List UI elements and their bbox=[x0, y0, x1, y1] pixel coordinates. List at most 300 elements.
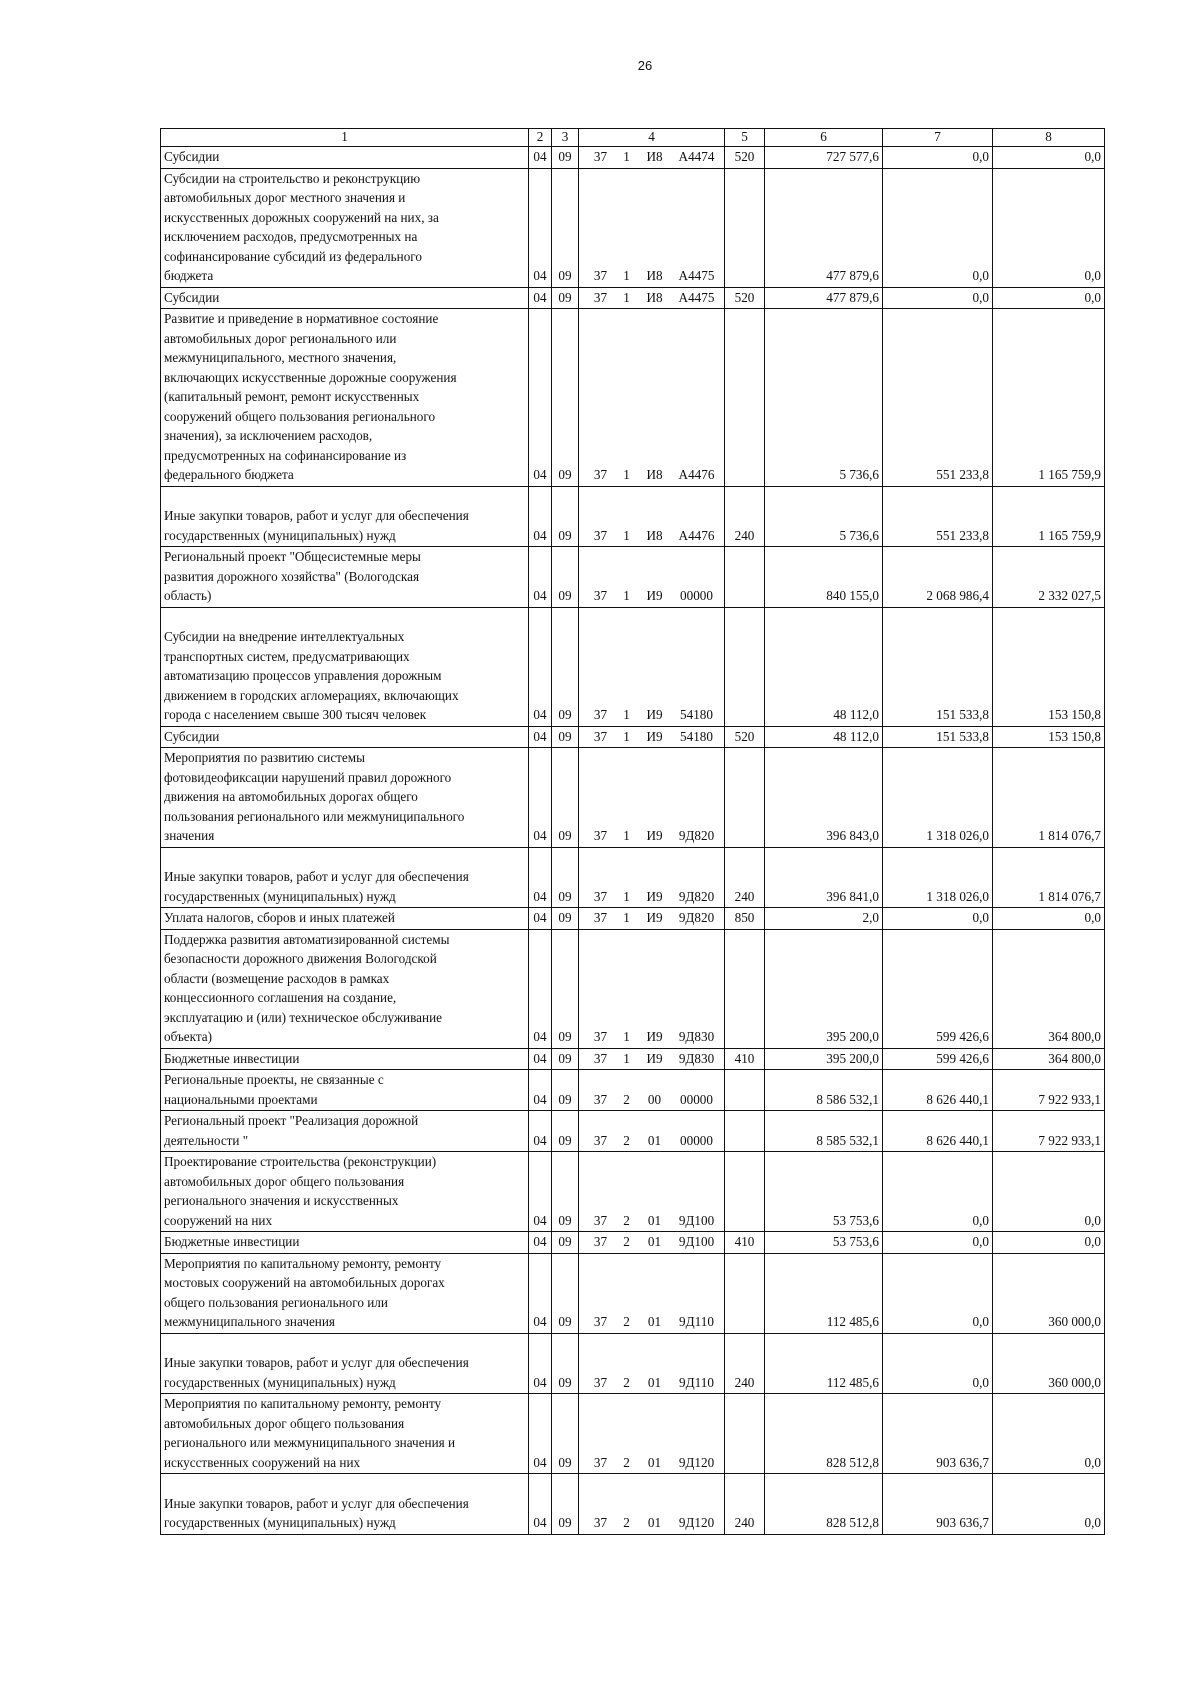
expense-type-code bbox=[725, 168, 765, 287]
subsection-code: 09 bbox=[552, 607, 579, 726]
amount-col-8: 0,0 bbox=[993, 287, 1105, 309]
program-code: 37 bbox=[593, 707, 608, 722]
amount-col-8: 0,0 bbox=[993, 1474, 1105, 1535]
row-name: Проектирование строительства (реконструкции) автомобильных дорог общего пользования регионального значения и искусственных сооружений на них bbox=[164, 1154, 437, 1228]
page-number: 26 bbox=[637, 58, 653, 73]
section-code: 04 bbox=[529, 908, 552, 930]
project-code: И9 bbox=[646, 728, 663, 744]
expense-type-code bbox=[725, 607, 765, 726]
row-name-cell bbox=[161, 908, 529, 930]
row-name: Бюджетные инвестиции bbox=[164, 1050, 300, 1066]
target-article-cell bbox=[579, 1474, 725, 1535]
section-code: 04 bbox=[529, 1111, 552, 1152]
subsection-code: 09 bbox=[552, 1333, 579, 1394]
target-article-cell bbox=[579, 726, 725, 748]
expense-type-code: 850 bbox=[725, 908, 765, 930]
direction-code: 9Д110 bbox=[679, 1374, 714, 1390]
subsection-code: 09 bbox=[552, 547, 579, 608]
amount-col-8: 360 000,0 bbox=[993, 1333, 1105, 1394]
target-article-cell bbox=[579, 1152, 725, 1232]
subprogram-code: 2 bbox=[623, 1091, 630, 1107]
row-name-cell bbox=[161, 1333, 529, 1394]
expense-type-code: 520 bbox=[725, 147, 765, 169]
expense-type-code: 240 bbox=[725, 1333, 765, 1394]
section-code: 04 bbox=[529, 1394, 552, 1474]
subsection-code: 09 bbox=[552, 748, 579, 848]
row-name: Иные закупки товаров, работ и услуг для обеспечения государственных (муниципальных) нужд bbox=[164, 1355, 469, 1390]
amount-col-8: 0,0 bbox=[993, 1152, 1105, 1232]
project-code: И8 bbox=[646, 527, 663, 543]
subprogram-code: 1 bbox=[623, 268, 630, 283]
subsection-code: 09 bbox=[552, 486, 579, 547]
target-article-cell bbox=[579, 1232, 725, 1254]
expense-type-code bbox=[725, 1394, 765, 1474]
amount-col-7: 0,0 bbox=[883, 1253, 993, 1333]
amount-col-8: 7 922 933,1 bbox=[993, 1111, 1105, 1152]
section-code: 04 bbox=[529, 1048, 552, 1070]
amount-col-7: 2 068 986,4 bbox=[883, 547, 993, 608]
row-name: Региональные проекты, не связанные с национальными проектами bbox=[164, 1072, 384, 1107]
amount-col-7: 0,0 bbox=[883, 287, 993, 309]
subsection-code: 09 bbox=[552, 1474, 579, 1535]
direction-code: А4475 bbox=[678, 268, 715, 283]
table-row bbox=[161, 607, 1105, 726]
table-row bbox=[161, 1152, 1105, 1232]
amount-col-6: 112 485,6 bbox=[765, 1333, 883, 1394]
header-cell: 5 bbox=[725, 129, 765, 147]
amount-col-8: 153 150,8 bbox=[993, 607, 1105, 726]
header-cell: 7 bbox=[883, 129, 993, 147]
project-code: И8 bbox=[646, 268, 663, 283]
target-article-cell bbox=[579, 1070, 725, 1111]
target-article-cell bbox=[579, 1333, 725, 1394]
target-article-cell bbox=[579, 847, 725, 908]
direction-code: 9Д820 bbox=[678, 888, 715, 904]
subprogram-code: 2 bbox=[623, 1515, 630, 1530]
target-article-cell bbox=[579, 1111, 725, 1152]
amount-col-6: 477 879,6 bbox=[765, 168, 883, 287]
amount-col-6: 477 879,6 bbox=[765, 287, 883, 309]
row-name: Иные закупки товаров, работ и услуг для обеспечения государственных (муниципальных) нужд bbox=[164, 508, 469, 543]
program-code: 37 bbox=[593, 1091, 608, 1107]
row-name: Иные закупки товаров, работ и услуг для обеспечения государственных (муниципальных) нужд bbox=[164, 869, 469, 904]
table-row bbox=[161, 287, 1105, 309]
program-code: 37 bbox=[593, 1234, 608, 1249]
direction-code: 9Д120 bbox=[678, 1454, 715, 1470]
row-name-cell bbox=[161, 547, 529, 608]
direction-code: А4476 bbox=[678, 467, 715, 482]
project-code: И9 bbox=[646, 910, 663, 925]
section-code: 04 bbox=[529, 1333, 552, 1394]
amount-col-6: 5 736,6 bbox=[765, 486, 883, 547]
subsection-code: 09 bbox=[552, 1048, 579, 1070]
target-article-cell bbox=[579, 147, 725, 169]
section-code: 04 bbox=[529, 607, 552, 726]
direction-code: 00000 bbox=[680, 1132, 713, 1148]
program-code: 37 bbox=[593, 1029, 608, 1044]
expense-type-code bbox=[725, 1253, 765, 1333]
program-code: 37 bbox=[593, 467, 608, 482]
project-code: И9 bbox=[646, 588, 663, 603]
row-name: Мероприятия по капитальному ремонту, ремонту мостовых сооружений на автомобильных дорогах общего пользования регионального или межмуниципального значения bbox=[164, 1255, 445, 1329]
direction-code: 00000 bbox=[680, 1091, 713, 1107]
row-name: Субсидии bbox=[164, 149, 220, 164]
project-code: И9 bbox=[646, 1050, 663, 1066]
row-name: Субсидии на строительство и реконструкцию автомобильных дорог местного значения и искусственных дорожных сооружений на них, за исключением расходов, предусмотренных на софинансирование субсидий из федерального бюджета bbox=[164, 170, 439, 283]
subprogram-code: 1 bbox=[623, 588, 630, 603]
expense-type-code: 240 bbox=[725, 486, 765, 547]
table-row bbox=[161, 1394, 1105, 1474]
amount-col-8: 0,0 bbox=[993, 908, 1105, 930]
amount-col-6: 48 112,0 bbox=[765, 607, 883, 726]
amount-col-6: 48 112,0 bbox=[765, 726, 883, 748]
project-code: И8 bbox=[646, 289, 663, 305]
expense-type-code bbox=[725, 1111, 765, 1152]
table-row bbox=[161, 1333, 1105, 1394]
program-code: 37 bbox=[593, 828, 608, 843]
amount-col-7: 0,0 bbox=[883, 168, 993, 287]
program-code: 37 bbox=[593, 1132, 608, 1148]
table-row bbox=[161, 547, 1105, 608]
subprogram-code: 1 bbox=[623, 289, 630, 305]
subsection-code: 09 bbox=[552, 1253, 579, 1333]
table-row bbox=[161, 486, 1105, 547]
program-code: 37 bbox=[593, 1050, 608, 1066]
header-cell: 1 bbox=[161, 129, 529, 147]
expense-type-code bbox=[725, 748, 765, 848]
row-name-cell bbox=[161, 847, 529, 908]
subprogram-code: 2 bbox=[623, 1454, 630, 1470]
amount-col-7: 0,0 bbox=[883, 1232, 993, 1254]
amount-col-8: 360 000,0 bbox=[993, 1253, 1105, 1333]
table-row bbox=[161, 309, 1105, 487]
row-name: Развитие и приведение в нормативное состояние автомобильных дорог регионального или межмуниципального, местного значения, включающих искусственные дорожные сооружения (капитальный ремонт, ремонт искусственных сооружений общего пользования регионального значения), за исключением расходов, предусмотренных на софинансирование из федерального бюджета bbox=[164, 311, 457, 482]
amount-col-7: 0,0 bbox=[883, 1152, 993, 1232]
section-code: 04 bbox=[529, 309, 552, 487]
section-code: 04 bbox=[529, 486, 552, 547]
direction-code: А4474 bbox=[678, 149, 715, 164]
target-article-cell bbox=[579, 929, 725, 1048]
subsection-code: 09 bbox=[552, 1111, 579, 1152]
row-name: Мероприятия по развитию системы фотовидеофиксации нарушений правил дорожного движения на автомобильных дорогах общего пользования регионального или межмуниципального значения bbox=[164, 750, 465, 843]
subprogram-code: 2 bbox=[623, 1132, 630, 1148]
subsection-code: 09 bbox=[552, 908, 579, 930]
row-name-cell bbox=[161, 726, 529, 748]
target-article-cell bbox=[579, 287, 725, 309]
row-name-cell bbox=[161, 1232, 529, 1254]
section-code: 04 bbox=[529, 847, 552, 908]
program-code: 37 bbox=[593, 289, 608, 305]
subprogram-code: 1 bbox=[623, 728, 630, 744]
row-name-cell bbox=[161, 607, 529, 726]
subprogram-code: 1 bbox=[623, 828, 630, 843]
amount-col-8: 1 165 759,9 bbox=[993, 486, 1105, 547]
row-name-cell bbox=[161, 309, 529, 487]
subsection-code: 09 bbox=[552, 847, 579, 908]
project-code: 01 bbox=[647, 1454, 662, 1470]
direction-code: А4475 bbox=[678, 289, 715, 305]
amount-col-8: 364 800,0 bbox=[993, 1048, 1105, 1070]
program-code: 37 bbox=[593, 1374, 608, 1390]
table-row bbox=[161, 726, 1105, 748]
amount-col-6: 828 512,8 bbox=[765, 1394, 883, 1474]
direction-code: А4476 bbox=[678, 527, 715, 543]
program-code: 37 bbox=[593, 1454, 608, 1470]
amount-col-7: 8 626 440,1 bbox=[883, 1111, 993, 1152]
amount-col-6: 395 200,0 bbox=[765, 929, 883, 1048]
amount-col-6: 5 736,6 bbox=[765, 309, 883, 487]
direction-code: 9Д120 bbox=[678, 1515, 715, 1530]
amount-col-8: 1 165 759,9 bbox=[993, 309, 1105, 487]
subprogram-code: 1 bbox=[623, 888, 630, 904]
project-code: 01 bbox=[647, 1515, 662, 1530]
amount-col-7: 551 233,8 bbox=[883, 486, 993, 547]
subprogram-code: 2 bbox=[623, 1374, 630, 1390]
amount-col-6: 396 841,0 bbox=[765, 847, 883, 908]
expense-type-code: 240 bbox=[725, 847, 765, 908]
subprogram-code: 1 bbox=[623, 707, 630, 722]
amount-col-7: 1 318 026,0 bbox=[883, 847, 993, 908]
table-row bbox=[161, 908, 1105, 930]
subsection-code: 09 bbox=[552, 168, 579, 287]
project-code: И8 bbox=[646, 467, 663, 482]
target-article-cell bbox=[579, 168, 725, 287]
amount-col-6: 727 577,6 bbox=[765, 147, 883, 169]
target-article-cell bbox=[579, 309, 725, 487]
table-row bbox=[161, 748, 1105, 848]
amount-col-7: 0,0 bbox=[883, 147, 993, 169]
amount-col-6: 396 843,0 bbox=[765, 748, 883, 848]
amount-col-8: 1 814 076,7 bbox=[993, 847, 1105, 908]
section-code: 04 bbox=[529, 168, 552, 287]
subprogram-code: 1 bbox=[623, 1029, 630, 1044]
program-code: 37 bbox=[593, 1314, 608, 1329]
amount-col-6: 828 512,8 bbox=[765, 1474, 883, 1535]
project-code: И9 bbox=[646, 888, 663, 904]
direction-code: 9Д100 bbox=[678, 1212, 715, 1228]
section-code: 04 bbox=[529, 1070, 552, 1111]
expense-type-code: 410 bbox=[725, 1232, 765, 1254]
header-cell: 4 bbox=[579, 129, 725, 147]
section-code: 04 bbox=[529, 1253, 552, 1333]
table-row bbox=[161, 1111, 1105, 1152]
program-code: 37 bbox=[593, 888, 608, 904]
expense-type-code bbox=[725, 547, 765, 608]
header-cell: 8 bbox=[993, 129, 1105, 147]
table-body bbox=[161, 147, 1105, 1535]
row-name-cell bbox=[161, 1111, 529, 1152]
table-row bbox=[161, 168, 1105, 287]
header-cell: 6 bbox=[765, 129, 883, 147]
direction-code: 9Д820 bbox=[678, 910, 715, 925]
row-name-cell bbox=[161, 1474, 529, 1535]
target-article-cell bbox=[579, 1394, 725, 1474]
subsection-code: 09 bbox=[552, 726, 579, 748]
row-name: Субсидии на внедрение интеллектуальных транспортных систем, предусматривающих автоматизацию процессов управления дорожным движением в городских агломерациях, включающих города с населением свыше 300 тысяч человек bbox=[164, 629, 459, 722]
subprogram-code: 1 bbox=[623, 149, 630, 164]
amount-col-7: 8 626 440,1 bbox=[883, 1070, 993, 1111]
project-code: 01 bbox=[647, 1234, 662, 1249]
table-row bbox=[161, 1253, 1105, 1333]
amount-col-7: 0,0 bbox=[883, 1333, 993, 1394]
header-cell: 3 bbox=[552, 129, 579, 147]
subprogram-code: 2 bbox=[623, 1234, 630, 1249]
table-row bbox=[161, 147, 1105, 169]
row-name: Поддержка развития автоматизированной системы безопасности дорожного движения Вологодской области (возмещение расходов в рамках концессионного соглашения на создание, эксплуатацию и (или) техническое обслуживание объекта) bbox=[164, 931, 450, 1044]
amount-col-8: 364 800,0 bbox=[993, 929, 1105, 1048]
amount-col-7: 151 533,8 bbox=[883, 726, 993, 748]
project-code: 00 bbox=[647, 1091, 662, 1107]
amount-col-6: 8 586 532,1 bbox=[765, 1070, 883, 1111]
row-name: Мероприятия по капитальному ремонту, ремонту автомобильных дорог общего пользования регионального или межмуниципального значения и искусственных сооружений на них bbox=[164, 1396, 456, 1470]
row-name: Региональный проект "Общесистемные меры развития дорожного хозяйства" (Вологодская область) bbox=[164, 549, 421, 603]
amount-col-8: 0,0 bbox=[993, 147, 1105, 169]
expense-type-code: 240 bbox=[725, 1474, 765, 1535]
subsection-code: 09 bbox=[552, 147, 579, 169]
expense-type-code: 520 bbox=[725, 726, 765, 748]
target-article-cell bbox=[579, 547, 725, 608]
subsection-code: 09 bbox=[552, 929, 579, 1048]
subprogram-code: 1 bbox=[623, 467, 630, 482]
header-cell: 2 bbox=[529, 129, 552, 147]
row-name-cell bbox=[161, 486, 529, 547]
program-code: 37 bbox=[593, 728, 608, 744]
row-name-cell bbox=[161, 1152, 529, 1232]
row-name-cell bbox=[161, 748, 529, 848]
table-row bbox=[161, 1474, 1105, 1535]
section-code: 04 bbox=[529, 1152, 552, 1232]
subsection-code: 09 bbox=[552, 1070, 579, 1111]
direction-code: 9Д830 bbox=[678, 1029, 715, 1044]
table-row bbox=[161, 847, 1105, 908]
header-row bbox=[161, 129, 1105, 147]
program-code: 37 bbox=[593, 588, 608, 603]
subprogram-code: 1 bbox=[623, 1050, 630, 1066]
target-article-cell bbox=[579, 607, 725, 726]
subsection-code: 09 bbox=[552, 1232, 579, 1254]
subsection-code: 09 bbox=[552, 1152, 579, 1232]
program-code: 37 bbox=[593, 268, 608, 283]
target-article-cell bbox=[579, 748, 725, 848]
program-code: 37 bbox=[593, 1515, 608, 1530]
amount-col-6: 840 155,0 bbox=[765, 547, 883, 608]
program-code: 37 bbox=[593, 527, 608, 543]
subsection-code: 09 bbox=[552, 1394, 579, 1474]
row-name-cell bbox=[161, 1394, 529, 1474]
direction-code: 54180 bbox=[680, 728, 713, 744]
project-code: 01 bbox=[647, 1314, 662, 1329]
project-code: 01 bbox=[647, 1212, 662, 1228]
row-name: Субсидии bbox=[164, 289, 220, 305]
subprogram-code: 1 bbox=[623, 527, 630, 543]
amount-col-6: 8 585 532,1 bbox=[765, 1111, 883, 1152]
amount-col-8: 1 814 076,7 bbox=[993, 748, 1105, 848]
row-name: Уплата налогов, сборов и иных платежей bbox=[164, 910, 395, 925]
table-row bbox=[161, 1070, 1105, 1111]
amount-col-8: 7 922 933,1 bbox=[993, 1070, 1105, 1111]
project-code: И9 bbox=[646, 1029, 663, 1044]
direction-code: 9Д110 bbox=[679, 1314, 714, 1329]
amount-col-8: 0,0 bbox=[993, 168, 1105, 287]
project-code: И9 bbox=[646, 707, 663, 722]
project-code: И8 bbox=[646, 149, 663, 164]
row-name-cell bbox=[161, 168, 529, 287]
program-code: 37 bbox=[593, 1212, 608, 1228]
amount-col-7: 599 426,6 bbox=[883, 1048, 993, 1070]
amount-col-8: 0,0 bbox=[993, 1232, 1105, 1254]
subprogram-code: 2 bbox=[623, 1212, 630, 1228]
program-code: 37 bbox=[593, 149, 608, 164]
row-name-cell bbox=[161, 1253, 529, 1333]
target-article-cell bbox=[579, 486, 725, 547]
row-name: Бюджетные инвестиции bbox=[164, 1234, 300, 1249]
amount-col-7: 0,0 bbox=[883, 908, 993, 930]
project-code: И9 bbox=[646, 828, 663, 843]
direction-code: 9Д830 bbox=[678, 1050, 715, 1066]
row-name-cell bbox=[161, 1048, 529, 1070]
amount-col-7: 551 233,8 bbox=[883, 309, 993, 487]
subsection-code: 09 bbox=[552, 309, 579, 487]
section-code: 04 bbox=[529, 1474, 552, 1535]
subprogram-code: 1 bbox=[623, 910, 630, 925]
amount-col-7: 903 636,7 bbox=[883, 1394, 993, 1474]
amount-col-7: 151 533,8 bbox=[883, 607, 993, 726]
amount-col-6: 395 200,0 bbox=[765, 1048, 883, 1070]
direction-code: 9Д820 bbox=[678, 828, 715, 843]
direction-code: 54180 bbox=[680, 707, 713, 722]
amount-col-8: 2 332 027,5 bbox=[993, 547, 1105, 608]
section-code: 04 bbox=[529, 547, 552, 608]
amount-col-7: 903 636,7 bbox=[883, 1474, 993, 1535]
section-code: 04 bbox=[529, 287, 552, 309]
amount-col-7: 1 318 026,0 bbox=[883, 748, 993, 848]
row-name-cell bbox=[161, 929, 529, 1048]
amount-col-6: 53 753,6 bbox=[765, 1232, 883, 1254]
program-code: 37 bbox=[593, 910, 608, 925]
expense-type-code bbox=[725, 309, 765, 487]
target-article-cell bbox=[579, 908, 725, 930]
expense-type-code: 520 bbox=[725, 287, 765, 309]
expense-type-code bbox=[725, 1152, 765, 1232]
section-code: 04 bbox=[529, 1232, 552, 1254]
row-name-cell bbox=[161, 287, 529, 309]
expense-type-code bbox=[725, 1070, 765, 1111]
amount-col-6: 112 485,6 bbox=[765, 1253, 883, 1333]
subsection-code: 09 bbox=[552, 287, 579, 309]
amount-col-8: 153 150,8 bbox=[993, 726, 1105, 748]
section-code: 04 bbox=[529, 726, 552, 748]
target-article-cell bbox=[579, 1253, 725, 1333]
subprogram-code: 2 bbox=[623, 1314, 630, 1329]
row-name: Иные закупки товаров, работ и услуг для обеспечения государственных (муниципальных) нужд bbox=[164, 1495, 469, 1530]
row-name-cell bbox=[161, 147, 529, 169]
section-code: 04 bbox=[529, 147, 552, 169]
row-name: Субсидии bbox=[164, 728, 220, 744]
amount-col-8: 0,0 bbox=[993, 1394, 1105, 1474]
expense-type-code: 410 bbox=[725, 1048, 765, 1070]
section-code: 04 bbox=[529, 748, 552, 848]
target-article-cell bbox=[579, 1048, 725, 1070]
budget-table bbox=[160, 128, 1105, 1535]
row-name-cell bbox=[161, 1070, 529, 1111]
table-row bbox=[161, 1048, 1105, 1070]
table-row bbox=[161, 929, 1105, 1048]
amount-col-6: 53 753,6 bbox=[765, 1152, 883, 1232]
amount-col-6: 2,0 bbox=[765, 908, 883, 930]
expense-type-code bbox=[725, 929, 765, 1048]
project-code: 01 bbox=[647, 1132, 662, 1148]
table-row bbox=[161, 1232, 1105, 1254]
